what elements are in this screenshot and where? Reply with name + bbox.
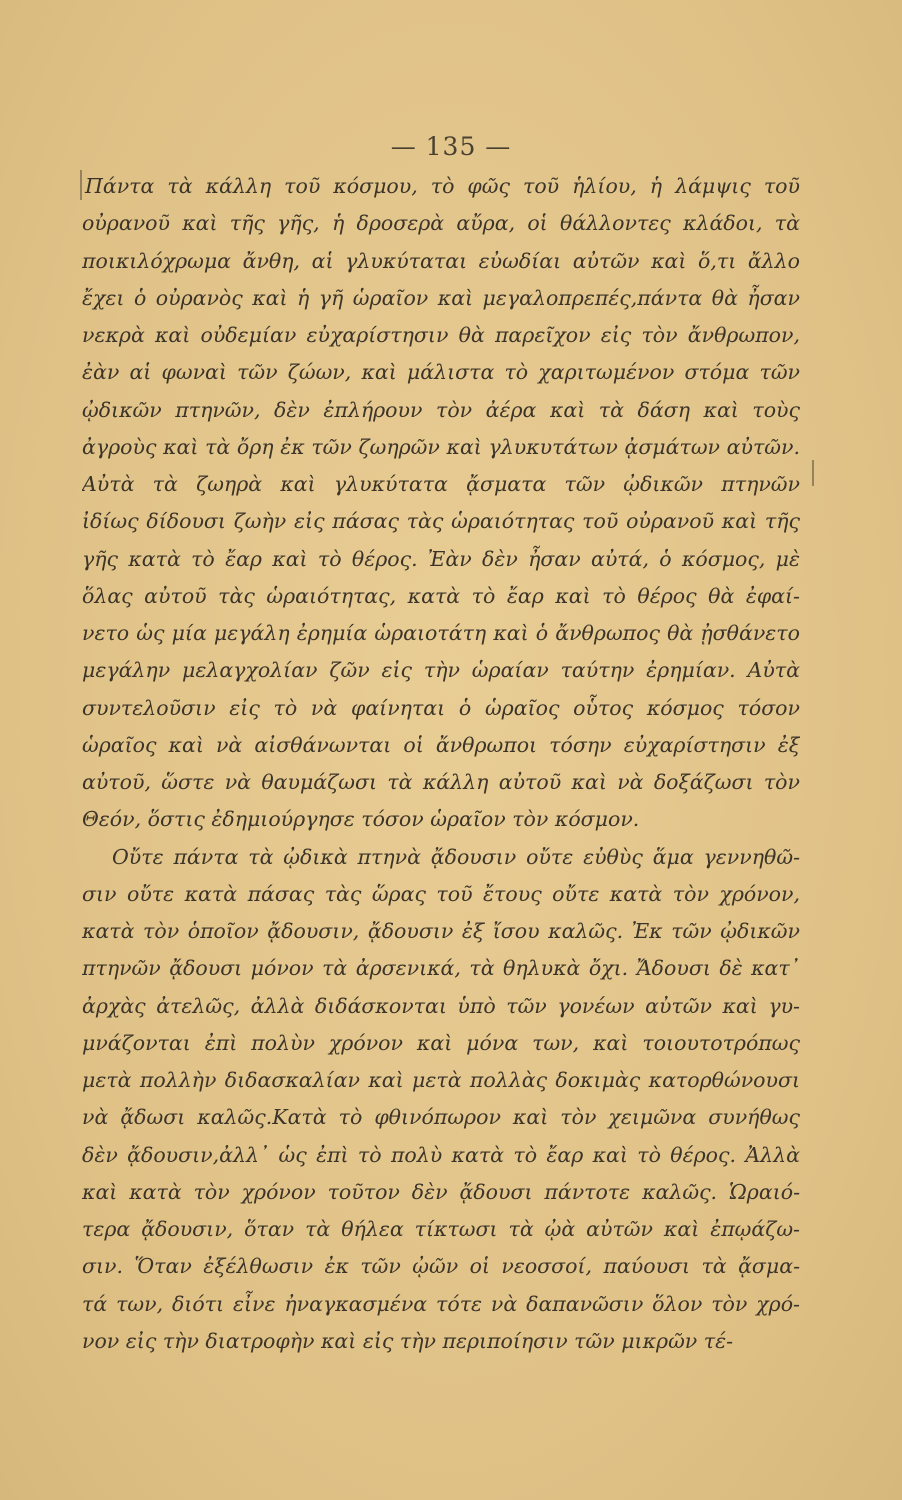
text-line: γῆς κατὰ τὸ ἔαρ καὶ τὸ θέρος. Ἐὰν δὲν ἦσαν αὐτά, ὁ κόσμος, μὲ — [82, 546, 800, 571]
print-bracket-right — [812, 460, 814, 486]
text-line: τά των, διότι εἶνε ἠναγκασμένα τότε νὰ δαπανῶσιν ὅλον τὸν χρό- — [82, 1291, 800, 1316]
text-line: ὡραῖος καὶ νὰ αἰσθάνωνται οἱ ἄνθρωποι τόσην εὐχαρίστησιν ἐξ — [82, 732, 800, 757]
text-line: ἀρχὰς ἀτελῶς, ἀλλὰ διδάσκονται ὑπὸ τῶν γονέων αὐτῶν καὶ γυ- — [82, 993, 800, 1018]
text-line: ἔχει ὁ οὐρανὸς καὶ ἡ γῆ ὡραῖον καὶ μεγαλοπρεπές,πάντα θὰ ἦσαν — [82, 285, 800, 310]
page-number: — 135 — — [390, 132, 512, 161]
text-line: δὲν ᾄδουσιν,ἀλλ᾽ ὡς ἐπὶ τὸ πολὺ κατὰ τὸ ἔαρ καὶ τὸ θέρος. Ἀλλὰ — [82, 1142, 800, 1167]
text-line: μνάζονται ἐπὶ πολὺν χρόνον καὶ μόνα των, καὶ τοιουτοτρόπως — [82, 1030, 800, 1055]
text-line: σιν οὔτε κατὰ πάσας τὰς ὥρας τοῦ ἔτους οὔτε κατὰ τὸν χρόνον, — [82, 881, 800, 906]
paragraph-1 — [82, 168, 800, 839]
text-line: Θεόν, ὅστις ἐδημιούργησε τόσον ὡραῖον τὸν κόσμον. — [82, 807, 640, 832]
text-line: τερα ᾄδουσιν, ὅταν τὰ θήλεα τίκτωσι τὰ ᾠὰ αὐτῶν καὶ ἐπῳάζω- — [82, 1217, 800, 1241]
text-line: κατὰ τὸν ὁποῖον ᾄδουσιν, ᾄδουσιν ἐξ ἴσου καλῶς. Ἐκ τῶν ᾠδικῶν — [82, 919, 800, 943]
text-line: μετὰ πολλὴν διδασκαλίαν καὶ μετὰ πολλὰς δοκιμὰς κατορθώνουσι — [82, 1068, 800, 1092]
text-line: ἐὰν αἱ φωναὶ τῶν ζώων, καὶ μάλιστα τὸ χαριτωμένον στόμα τῶν — [82, 360, 800, 385]
text-line: ὅλας αὐτοῦ τὰς ὡραιότητας, κατὰ τὸ ἔαρ καὶ τὸ θέρος θὰ ἐφαί- — [82, 583, 800, 608]
body-text — [82, 168, 800, 1360]
paragraph-2 — [82, 839, 800, 1361]
text-line: μεγάλην μελαγχολίαν ζῶν εἰς τὴν ὡραίαν ταύτην ἐρημίαν. Αὐτὰ — [82, 658, 800, 683]
text-line: νὰ ᾄδωσι καλῶς.Κατὰ τὸ φθινόπωρον καὶ τὸν χειμῶνα συνήθως — [82, 1105, 800, 1130]
text-line: συντελοῦσιν εἰς τὸ νὰ φαίνηται ὁ ὡραῖος οὗτος κόσμος τόσον — [82, 695, 800, 720]
text-line: σιν. Ὅταν ἐξέλθωσιν ἐκ τῶν ᾠῶν οἱ νεοσσοί, παύουσι τὰ ᾄσμα- — [82, 1254, 800, 1279]
text-line: ἀγροὺς καὶ τὰ ὄρη ἐκ τῶν ζωηρῶν καὶ γλυκυτάτων ᾀσμάτων αὐτῶν. — [82, 434, 800, 459]
text-line: Αὐτὰ τὰ ζωηρὰ καὶ γλυκύτατα ᾄσματα τῶν ᾠδικῶν πτηνῶν — [82, 472, 800, 496]
text-line: ποικιλόχρωμα ἄνθη, αἱ γλυκύταται εὐωδίαι αὐτῶν καὶ ὅ,τι ἄλλο — [82, 248, 800, 273]
text-line: καὶ κατὰ τὸν χρόνον τοῦτον δὲν ᾄδουσι πάντοτε καλῶς. Ὡραιό- — [82, 1179, 800, 1204]
text-line: Οὔτε πάντα τὰ ᾠδικὰ πτηνὰ ᾄδουσιν οὔτε εὐθὺς ἅμα γεννηθῶ- — [112, 844, 800, 869]
text-line: νεκρὰ καὶ οὐδεμίαν εὐχαρίστησιν θὰ παρεῖχον εἰς τὸν ἄνθρωπον, — [82, 323, 800, 347]
print-bracket-left — [80, 170, 82, 200]
text-line: Πάντα τὰ κάλλη τοῦ κόσμου, τὸ φῶς τοῦ ἡλίου, ἡ λάμψις τοῦ — [85, 174, 800, 198]
text-line: νον εἰς τὴν διατροφὴν καὶ εἰς τὴν περιποίησιν τῶν μικρῶν τέ- — [82, 1328, 734, 1353]
text-line: αὐτοῦ, ὥστε νὰ θαυμάζωσι τὰ κάλλη αὐτοῦ καὶ νὰ δοξάζωσι τὸν — [82, 770, 800, 794]
text-line: οὐρανοῦ καὶ τῆς γῆς, ἡ δροσερὰ αὔρα, οἱ θάλλοντες κλάδοι, τὰ — [82, 211, 800, 236]
text-line: ἰδίως δίδουσι ζωὴν εἰς πάσας τὰς ὡραιότητας τοῦ οὐρανοῦ καὶ τῆς — [82, 509, 800, 534]
text-line: πτηνῶν ᾄδουσι μόνον τὰ ἀρσενικά, τὰ θηλυκὰ ὄχι. Ἄδουσι δὲ κατ᾽ — [82, 956, 800, 981]
text-line: ᾠδικῶν πτηνῶν, δὲν ἐπλήρουν τὸν ἀέρα καὶ τὰ δάση καὶ τοὺς — [82, 397, 800, 422]
text-line: νετο ὡς μία μεγάλη ἐρημία ὡραιοτάτη καὶ ὁ ἄνθρωπος θὰ ᾐσθάνετο — [82, 621, 800, 645]
